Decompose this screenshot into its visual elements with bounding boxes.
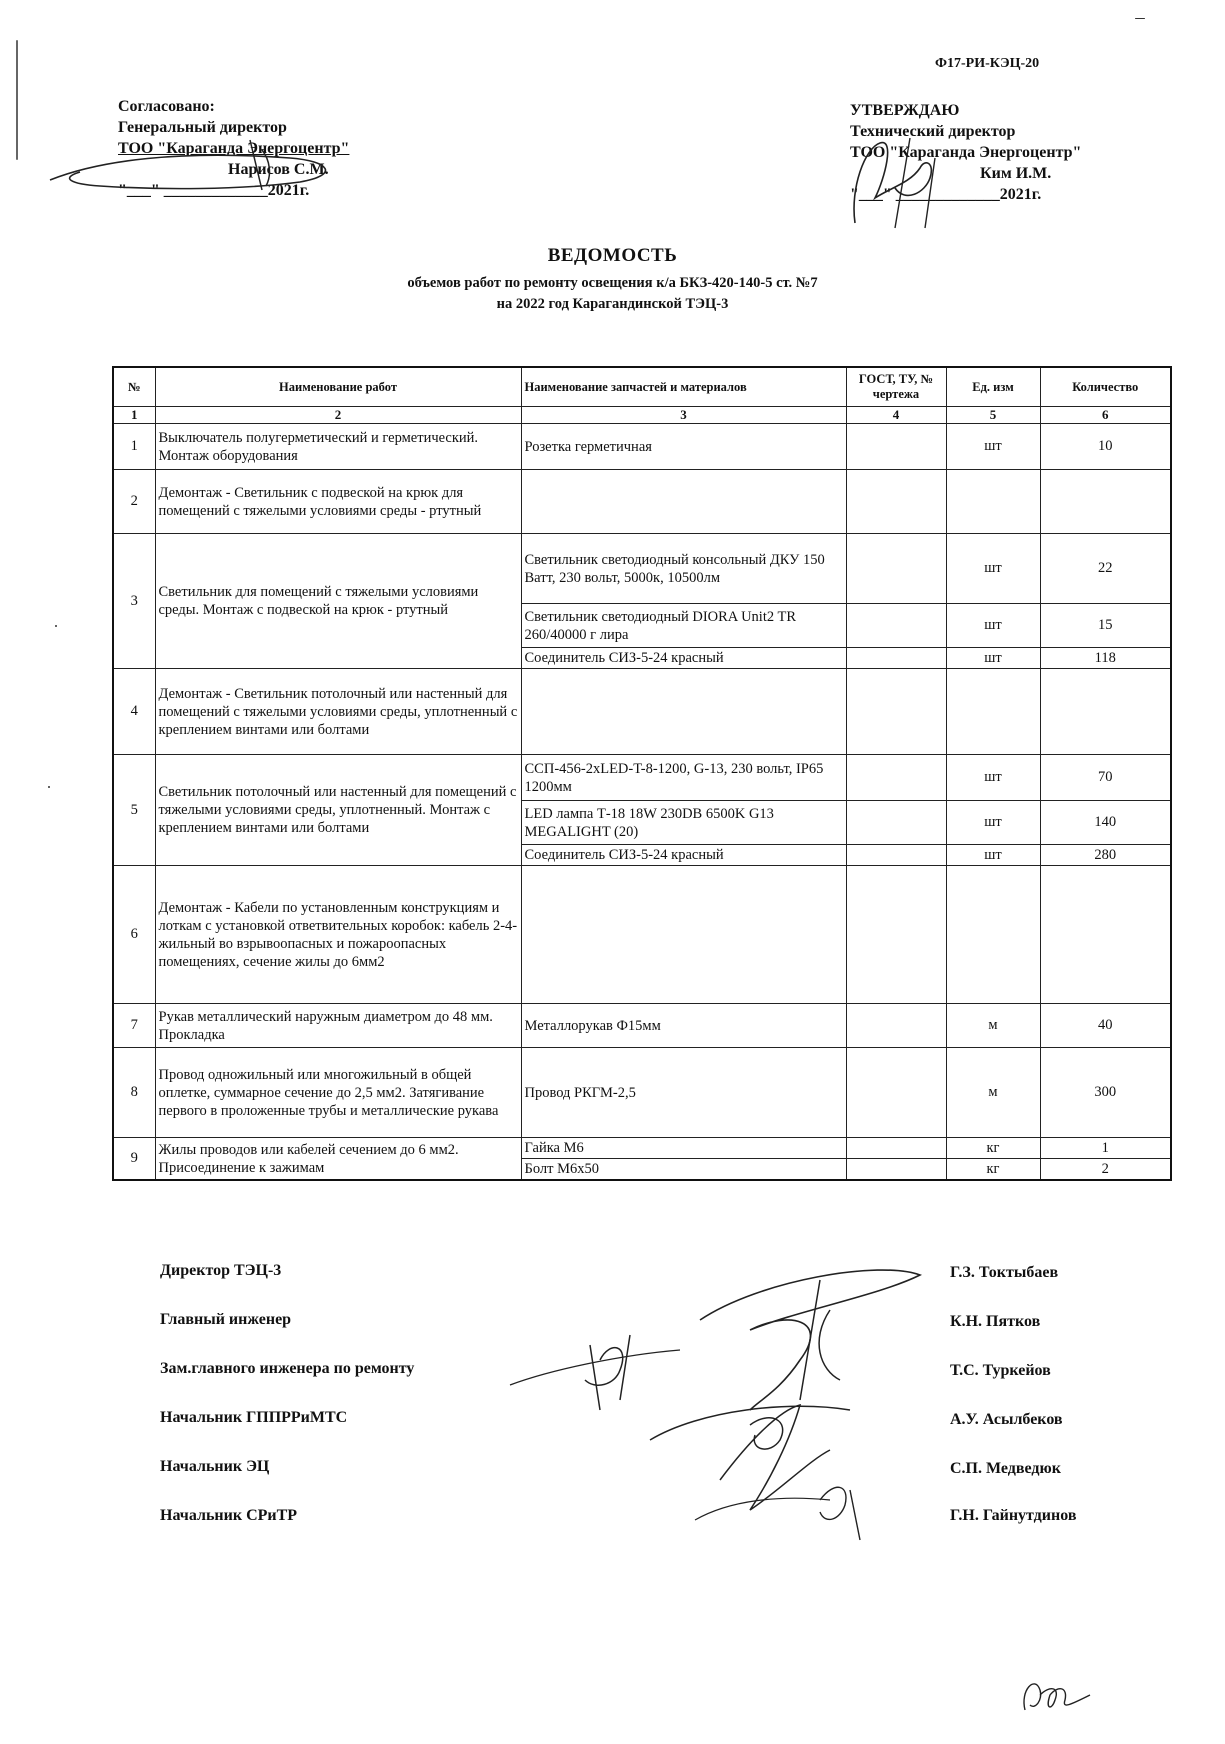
row-gost bbox=[846, 424, 946, 470]
signatory-position: Начальник ГППРРиМТС bbox=[160, 1409, 348, 1426]
row-work: Жилы проводов или кабелей сечением до 6 мм2. Присоединение к зажимам bbox=[155, 1138, 521, 1181]
subtitle-line-1: объемов работ по ремонту освещения к/а БКЗ-420-140-5 ст. №7 bbox=[407, 275, 818, 291]
header-work: Наименование работ bbox=[155, 367, 521, 407]
row-gost bbox=[846, 534, 946, 604]
row-work: Провод одножильный или многожильный в общей оплетке, суммарное сечение до 2,5 мм2. Затягивание первого в проложенные трубы и металлические рукава bbox=[155, 1048, 521, 1138]
index-cell: 1 bbox=[113, 407, 155, 424]
index-cell: 3 bbox=[521, 407, 846, 424]
approval-right-company: ТОО "Караганда Энергоцентр" bbox=[850, 144, 1082, 161]
table-row bbox=[113, 424, 1171, 470]
row-material: Соединитель СИЗ-5-24 красный bbox=[521, 648, 846, 669]
signatory-name: С.П. Медведюк bbox=[950, 1460, 1061, 1477]
index-cell: 4 bbox=[846, 407, 946, 424]
row-no: 4 bbox=[113, 669, 155, 755]
approval-left-signature-icon bbox=[40, 120, 370, 210]
row-qty: 2 bbox=[1040, 1159, 1171, 1181]
row-no: 3 bbox=[113, 534, 155, 669]
row-gost bbox=[846, 755, 946, 801]
row-no: 1 bbox=[113, 424, 155, 470]
row-work: Демонтаж - Светильник потолочный или настенный для помещений с тяжелыми условиями среды, уплотненный с креплением винтами или болтами bbox=[155, 669, 521, 755]
row-qty: 300 bbox=[1040, 1048, 1171, 1138]
row-unit: м bbox=[946, 1048, 1040, 1138]
row-work: Светильник для помещений с тяжелыми условиями среды. Монтаж с подвеской на крюк - ртутный bbox=[155, 534, 521, 669]
signatory-name: Г.Н. Гайнутдинов bbox=[950, 1507, 1077, 1524]
header-unit: Ед. изм bbox=[946, 367, 1040, 407]
row-unit bbox=[946, 866, 1040, 1004]
row-qty bbox=[1040, 470, 1171, 534]
approval-left-date: "___" _____________2021г. bbox=[118, 182, 310, 199]
approval-right-position: Технический директор bbox=[850, 123, 1016, 140]
row-gost bbox=[846, 669, 946, 755]
row-material: Гайка М6 bbox=[521, 1138, 846, 1159]
document-title: ВЕДОМОСТЬ bbox=[547, 245, 678, 266]
header-gost: ГОСТ, ТУ, № чертежа bbox=[846, 367, 946, 407]
scan-speck bbox=[1135, 18, 1145, 19]
row-material: Болт М6х50 bbox=[521, 1159, 846, 1181]
signatory-name: Г.З. Токтыбаев bbox=[950, 1264, 1059, 1281]
row-unit: кг bbox=[946, 1159, 1040, 1181]
signatory-position: Начальник СРиТР bbox=[160, 1507, 298, 1524]
table-row bbox=[113, 1138, 1171, 1159]
row-no: 6 bbox=[113, 866, 155, 1004]
row-unit: шт bbox=[946, 534, 1040, 604]
row-unit: шт bbox=[946, 845, 1040, 866]
document-subtitle bbox=[0, 273, 1225, 315]
row-unit: шт bbox=[946, 604, 1040, 648]
approval-right-heading: УТВЕРЖДАЮ bbox=[850, 102, 960, 119]
row-gost bbox=[846, 1004, 946, 1048]
header-materials: Наименование запчастей и материалов bbox=[521, 367, 846, 407]
approval-left-name: Нарисов С.М. bbox=[228, 161, 329, 178]
row-work: Рукав металлический наружным диаметром до 48 мм. Прокладка bbox=[155, 1004, 521, 1048]
row-gost bbox=[846, 604, 946, 648]
scan-speck bbox=[48, 786, 50, 788]
row-no: 5 bbox=[113, 755, 155, 866]
row-no: 9 bbox=[113, 1138, 155, 1181]
row-gost bbox=[846, 866, 946, 1004]
table-row bbox=[113, 866, 1171, 1004]
row-qty: 118 bbox=[1040, 648, 1171, 669]
row-qty: 1 bbox=[1040, 1138, 1171, 1159]
signatory-position: Зам.главного инженера по ремонту bbox=[160, 1360, 415, 1377]
row-qty bbox=[1040, 866, 1171, 1004]
table-row bbox=[113, 470, 1171, 534]
row-gost bbox=[846, 648, 946, 669]
row-material: Светильник светодиодный DIORA Unit2 TR 260/40000 г лира bbox=[521, 604, 846, 648]
subtitle-line-2: на 2022 год Карагандинской ТЭЦ-3 bbox=[496, 296, 729, 312]
table-header-row bbox=[113, 367, 1171, 407]
initials-signature-icon bbox=[1010, 1665, 1100, 1720]
row-unit: кг bbox=[946, 1138, 1040, 1159]
row-material: ССП-456-2хLED-T-8-1200, G-13, 230 вольт, IP65 1200мм bbox=[521, 755, 846, 801]
row-material: Светильник светодиодный консольный ДКУ 150 Ватт, 230 вольт, 5000к, 10500лм bbox=[521, 534, 846, 604]
table-row bbox=[113, 534, 1171, 604]
table-index-row bbox=[113, 407, 1171, 424]
approval-right-name: Ким И.М. bbox=[980, 165, 1052, 182]
row-material: Провод РКГМ-2,5 bbox=[521, 1048, 846, 1138]
row-qty: 40 bbox=[1040, 1004, 1171, 1048]
row-unit bbox=[946, 669, 1040, 755]
signatory-name: Т.С. Туркейов bbox=[950, 1362, 1051, 1379]
row-gost bbox=[846, 1138, 946, 1159]
row-qty: 140 bbox=[1040, 801, 1171, 845]
row-work: Демонтаж - Светильник с подвеской на крюк для помещений с тяжелыми условиями среды - ртутный bbox=[155, 470, 521, 534]
row-material: Металлорукав Ф15мм bbox=[521, 1004, 846, 1048]
row-qty: 280 bbox=[1040, 845, 1171, 866]
scan-edge-mark bbox=[16, 40, 18, 160]
row-material bbox=[521, 866, 846, 1004]
row-material bbox=[521, 669, 846, 755]
signatory-name: А.У. Асылбеков bbox=[950, 1411, 1063, 1428]
signatory-position: Директор ТЭЦ-3 bbox=[160, 1262, 282, 1279]
row-material: LED лампа Т-18 18W 230DB 6500K G13 MEGALIGHT (20) bbox=[521, 801, 846, 845]
approval-left-heading: Согласовано: bbox=[118, 98, 215, 115]
approval-right-date: "___" _____________2021г. bbox=[850, 186, 1042, 203]
row-work: Светильник потолочный или настенный для помещений с тяжелыми условиями среды, уплотненный. Монтаж с креплением винтами или болтами bbox=[155, 755, 521, 866]
table-row bbox=[113, 669, 1171, 755]
row-gost bbox=[846, 1159, 946, 1181]
signatures-cluster-icon bbox=[500, 1250, 950, 1550]
approval-left-company: ТОО "Караганда Энергоцентр" bbox=[118, 140, 350, 157]
index-cell: 5 bbox=[946, 407, 1040, 424]
row-material: Розетка герметичная bbox=[521, 424, 846, 470]
scan-speck bbox=[55, 625, 57, 627]
row-unit bbox=[946, 470, 1040, 534]
row-material: Соединитель СИЗ-5-24 красный bbox=[521, 845, 846, 866]
row-no: 2 bbox=[113, 470, 155, 534]
row-unit: шт bbox=[946, 648, 1040, 669]
approval-right-signature-icon bbox=[835, 128, 955, 238]
signatory-position: Начальник ЭЦ bbox=[160, 1458, 270, 1475]
form-code: Ф17-РИ-КЭЦ-20 bbox=[935, 56, 1040, 71]
signatory-position: Главный инженер bbox=[160, 1311, 292, 1328]
row-unit: шт bbox=[946, 424, 1040, 470]
row-qty: 15 bbox=[1040, 604, 1171, 648]
row-qty: 22 bbox=[1040, 534, 1171, 604]
index-cell: 2 bbox=[155, 407, 521, 424]
row-qty bbox=[1040, 669, 1171, 755]
row-material bbox=[521, 470, 846, 534]
table-row bbox=[113, 755, 1171, 801]
row-gost bbox=[846, 1048, 946, 1138]
signatory-name: К.Н. Пятков bbox=[950, 1313, 1041, 1330]
row-unit: шт bbox=[946, 801, 1040, 845]
row-no: 7 bbox=[113, 1004, 155, 1048]
row-no: 8 bbox=[113, 1048, 155, 1138]
row-qty: 10 bbox=[1040, 424, 1171, 470]
index-cell: 6 bbox=[1040, 407, 1171, 424]
row-work: Выключатель полугерметический и герметический. Монтаж оборудования bbox=[155, 424, 521, 470]
approval-left-position: Генеральный директор bbox=[118, 119, 287, 136]
row-unit: шт bbox=[946, 755, 1040, 801]
header-qty: Количество bbox=[1040, 367, 1171, 407]
row-gost bbox=[846, 801, 946, 845]
row-gost bbox=[846, 470, 946, 534]
works-table bbox=[112, 366, 1172, 1181]
row-qty: 70 bbox=[1040, 755, 1171, 801]
row-work: Демонтаж - Кабели по установленным конструкциям и лоткам с установкой ответвительных коробок: кабель 2-4-жильный во взрывоопасных и пожароопасных помещениях, сечение жилы до 6мм2 bbox=[155, 866, 521, 1004]
header-no: № bbox=[113, 367, 155, 407]
table-row bbox=[113, 1004, 1171, 1048]
table-row bbox=[113, 1048, 1171, 1138]
row-gost bbox=[846, 845, 946, 866]
row-unit: м bbox=[946, 1004, 1040, 1048]
